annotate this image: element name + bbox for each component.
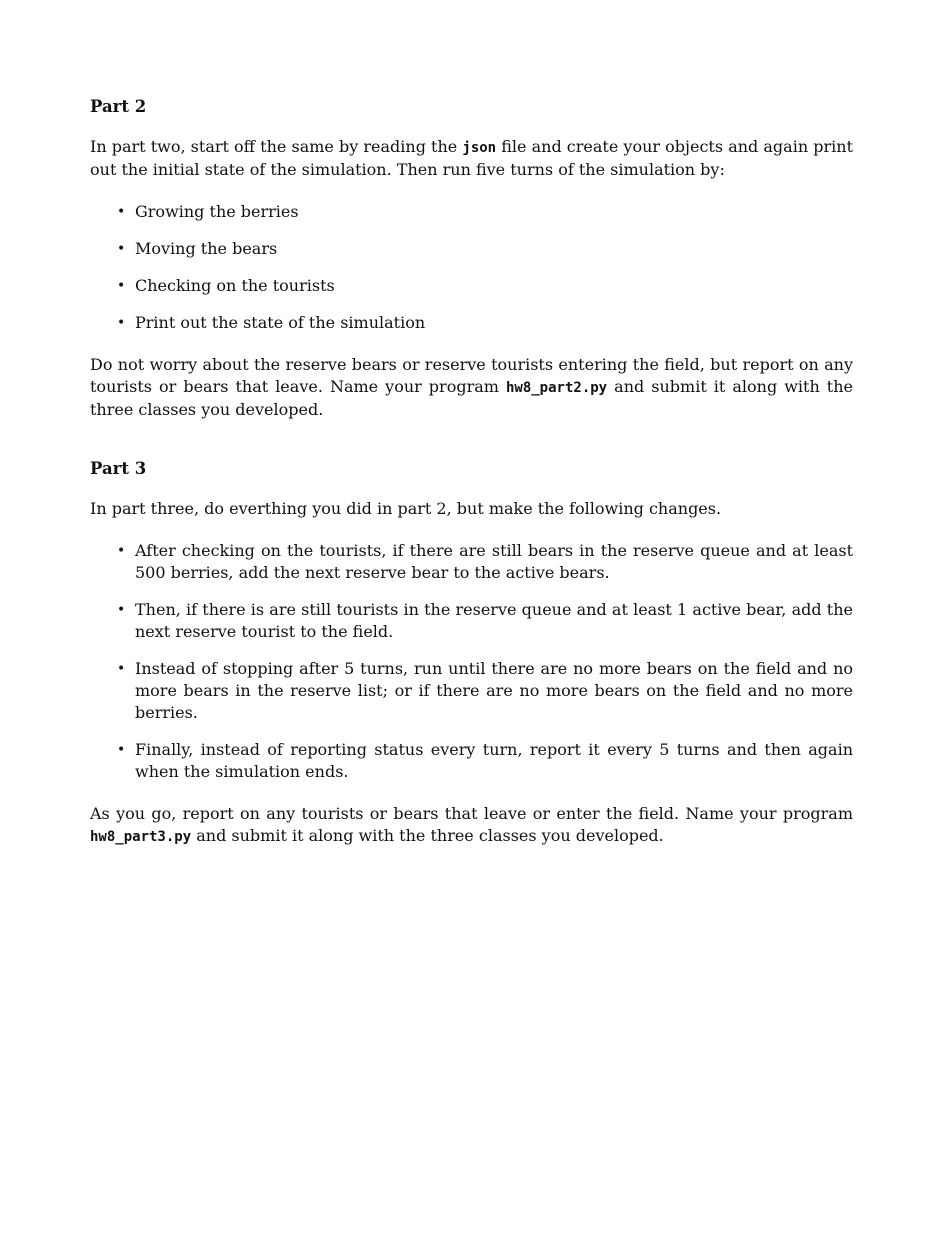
part3-bullet-text: Then, if there is are still tourists in the reserve queue and at least 1 active bear, add the next reserve tourist to the field. bbox=[135, 600, 853, 641]
part3-outro-code: hw8_part3.py bbox=[90, 829, 192, 845]
document-page bbox=[90, 96, 853, 848]
part2-outro-code: hw8_part2.py bbox=[505, 380, 608, 396]
part2-intro-text-a: In part two, start off the same by reading the bbox=[90, 137, 463, 156]
part2-intro-paragraph bbox=[90, 136, 853, 181]
bullet-icon: • bbox=[117, 315, 126, 331]
part2-outro-paragraph bbox=[90, 354, 853, 421]
part3-bullet-list bbox=[90, 540, 853, 783]
part3-bullet-text: After checking on the tourists, if there are still bears in the reserve queue and at least 500 berries, add the next reserve bear to the active bears. bbox=[135, 541, 853, 582]
part2-intro-code: json bbox=[462, 140, 497, 156]
part2-bullet-text: Checking on the tourists bbox=[135, 276, 335, 295]
part2-intro-text-b: file and create your objects and again print out the initial state of the simulation. Then run five turns of the simulation by: bbox=[90, 137, 853, 179]
list-item bbox=[90, 238, 853, 260]
part3-outro-text-a: As you go, report on any tourists or bears that leave or enter the field. Name your program bbox=[90, 804, 853, 823]
part3-outro-paragraph bbox=[90, 803, 853, 848]
list-item bbox=[90, 739, 853, 783]
bullet-icon: • bbox=[117, 661, 126, 677]
part2-outro-text-b: and submit it along with the three classes you developed. bbox=[90, 377, 853, 419]
bullet-icon: • bbox=[117, 278, 126, 294]
list-item bbox=[90, 275, 853, 297]
list-item bbox=[90, 540, 853, 584]
part2-outro-text-a: Do not worry about the reserve bears or reserve tourists entering the field, but report on any tourists or bears that leave. Name your program bbox=[90, 355, 853, 396]
bullet-icon: • bbox=[117, 742, 126, 758]
part3-bullet-text: Instead of stopping after 5 turns, run until there are no more bears on the field and no more bears in the reserve list; or if there are no more bears on the field and no more berries. bbox=[135, 659, 853, 722]
part2-bullet-list bbox=[90, 201, 853, 334]
bullet-icon: • bbox=[117, 602, 126, 618]
part2-bullet-text: Moving the bears bbox=[135, 239, 278, 258]
part2-bullet-text: Growing the berries bbox=[135, 202, 299, 221]
bullet-icon: • bbox=[117, 543, 126, 559]
part3-intro-paragraph: In part three, do everthing you did in part 2, but make the following changes. bbox=[90, 499, 722, 518]
part3-heading: Part 3 bbox=[90, 459, 147, 478]
bullet-icon: • bbox=[117, 204, 126, 220]
list-item bbox=[90, 599, 853, 643]
part3-outro-text-b: and submit it along with the three classes you developed. bbox=[191, 826, 664, 845]
part2-heading: Part 2 bbox=[90, 97, 147, 116]
bullet-icon: • bbox=[117, 241, 126, 257]
list-item bbox=[90, 201, 853, 223]
part3-bullet-text: Finally, instead of reporting status every turn, report it every 5 turns and then again when the simulation ends. bbox=[135, 740, 853, 781]
list-item bbox=[90, 658, 853, 724]
list-item bbox=[90, 312, 853, 334]
part2-bullet-text: Print out the state of the simulation bbox=[135, 313, 426, 332]
